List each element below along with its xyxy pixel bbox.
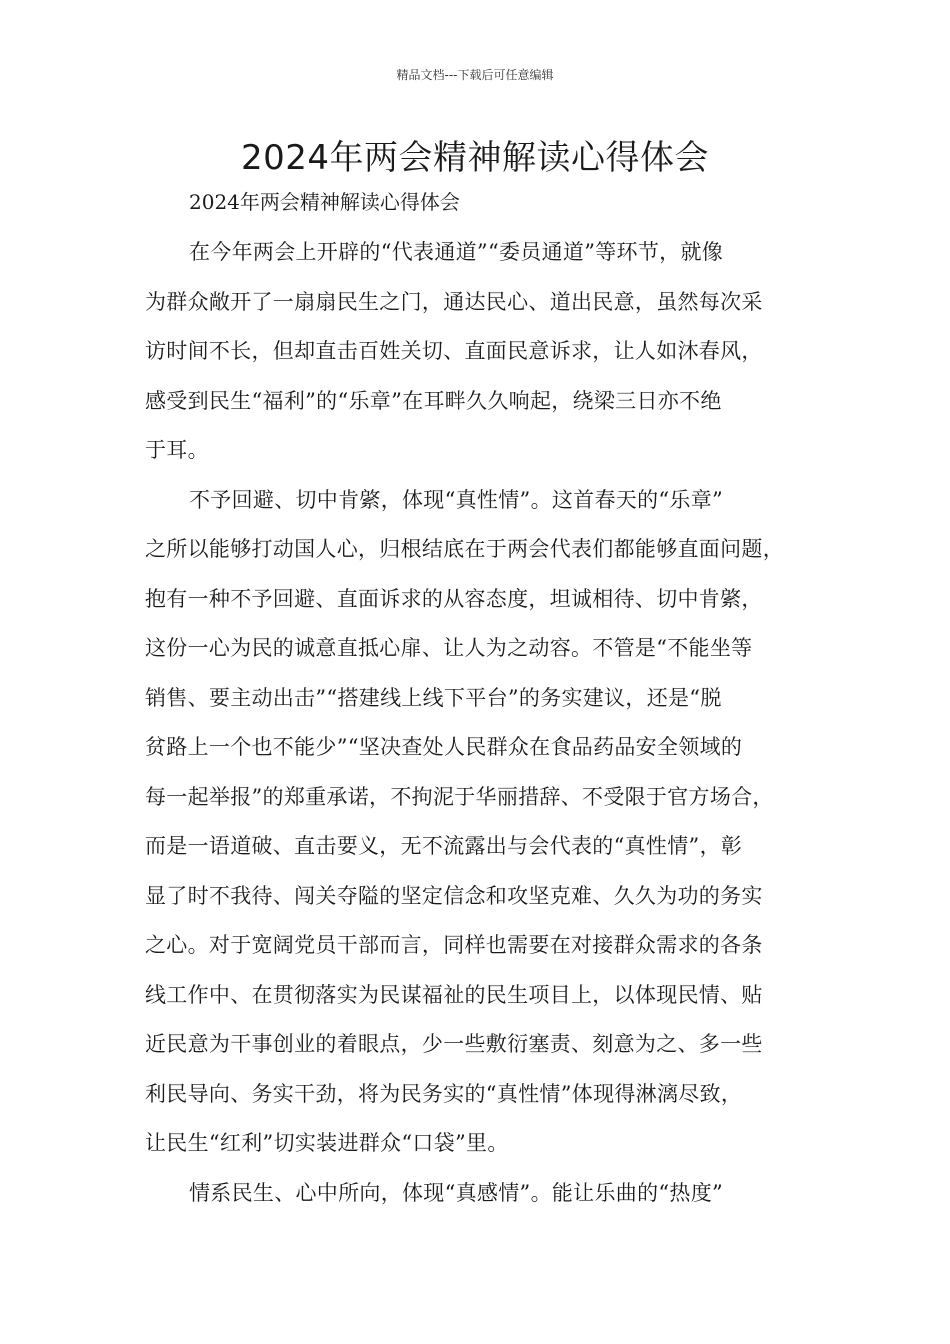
text-line: 感受到民生“福利”的“乐章”在耳畔久久响起，绕梁三日亦不绝 <box>145 388 722 413</box>
text-line: 之所以能够打动国人心，归根结底在于两会代表们都能够直面问题， <box>145 537 784 561</box>
text-line: 显了时不我待、闯关夺隘的坚定信念和攻坚克难、久久为功的务实 <box>145 883 763 908</box>
text-line: 访时间不长，但却直击百姓关切、直面民意诉求，让人如沐春风， <box>145 339 763 363</box>
text-line: 不予回避、切中肯綮，体现“真性情”。这首春天的“乐章” <box>189 487 724 512</box>
text-line: 每一起举报”的郑重承诺，不拘泥于华丽措辞、不受限于官方场合， <box>145 784 774 809</box>
text-line: 近民意为干事创业的着眼点，少一些敷衍塞责、刻意为之、多一些 <box>145 1032 763 1056</box>
document-title: 2024年两会精神解读心得体会 <box>240 138 710 178</box>
text-line: 销售、要主动出击”“搭建线上线下平台”的务实建议，还是“脱 <box>145 685 722 710</box>
paragraph <box>145 1169 825 1219</box>
text-line: 之心。对于宽阔党员干部而言，同样也需要在对接群众需求的各条 <box>145 933 763 957</box>
text-line: 贫路上一个也不能少”“坚决查处人民群众在食品药品安全领域的 <box>145 735 743 759</box>
text-line: 这份一心为民的诚意直抵心扉、让人为之动容。不管是“不能坐等 <box>145 636 753 660</box>
paragraph <box>145 476 825 1169</box>
document-body <box>145 228 825 1218</box>
text-line: 为群众敞开了一扇扇民生之门，通达民心、道出民意，虽然每次采 <box>145 289 763 314</box>
text-line: 在今年两会上开辟的“代表通道”“委员通道”等环节，就像 <box>189 240 724 264</box>
document-subtitle: 2024年两会精神解读心得体会 <box>189 190 460 214</box>
text-line: 而是一语道破、直击要义，无不流露出与会代表的“真性情”，彰 <box>145 834 743 858</box>
text-line: 利民导向、务实干劲，将为民务实的“真性情”体现得淋漓尽致， <box>145 1081 743 1106</box>
text-line: 抱有一种不予回避、直面诉求的从容态度，坦诚相待、切中肯綮， <box>145 586 763 611</box>
paragraph <box>145 228 825 476</box>
text-line: 线工作中、在贯彻落实为民谋福祉的民生项目上，以体现民情、贴 <box>145 982 763 1007</box>
text-line: 于耳。 <box>145 438 209 462</box>
text-line: 情系民生、心中所向，体现“真感情”。能让乐曲的“热度” <box>189 1180 724 1205</box>
page-header: 精品文档---下载后可任意编辑 <box>396 68 554 82</box>
text-line: 让民生“红利”切实装进群众“口袋”里。 <box>145 1131 509 1155</box>
